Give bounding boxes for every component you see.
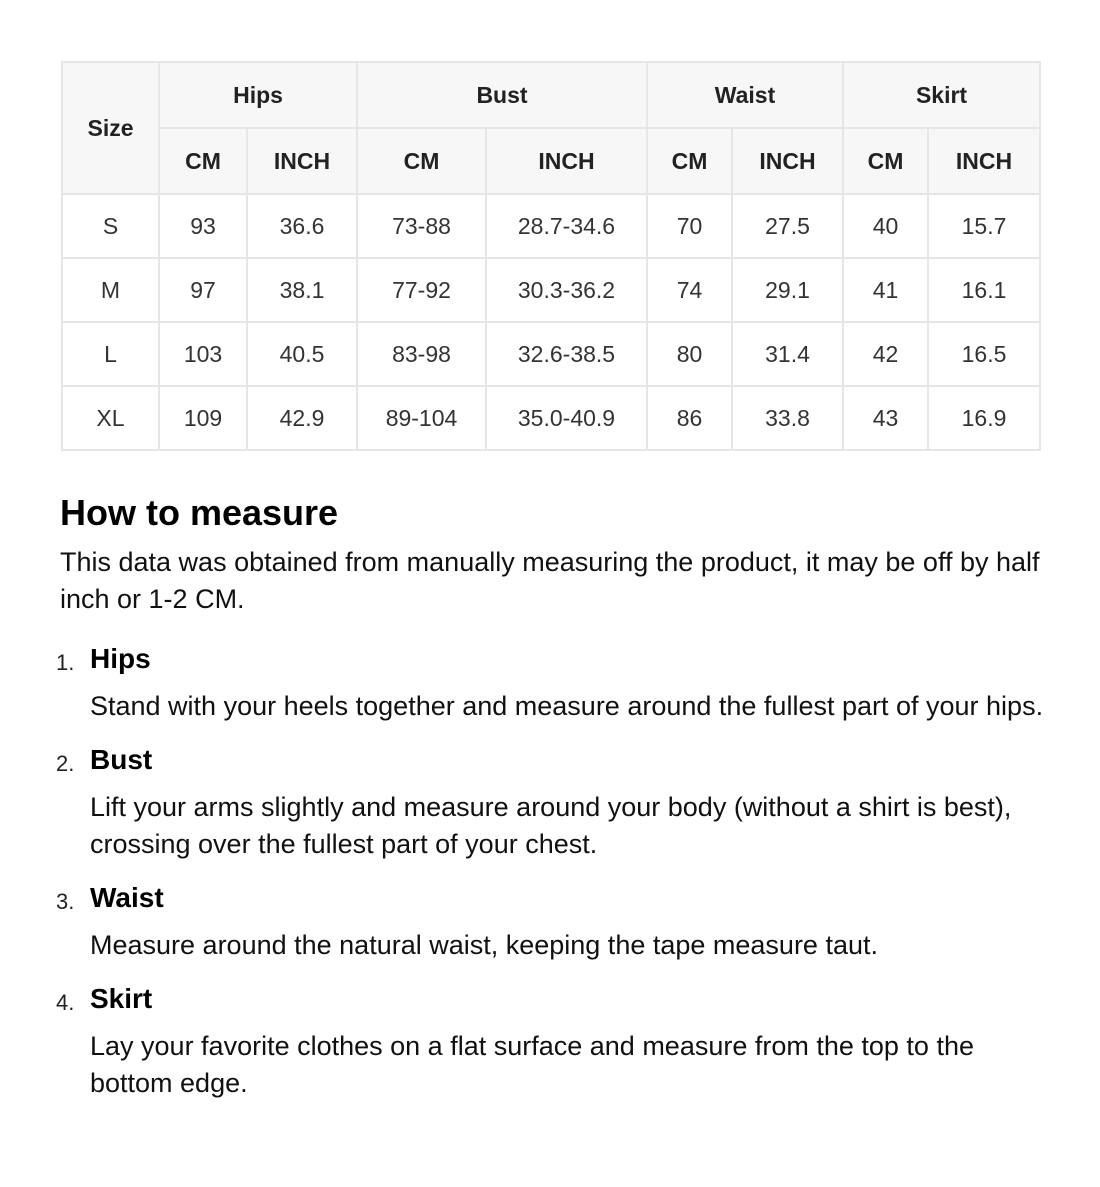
- step-description: Stand with your heels together and measure around the fullest part of your hips.: [90, 691, 1044, 721]
- list-item: [56, 880, 1045, 964]
- table-row: [62, 258, 1040, 322]
- unit-header: CM: [357, 128, 486, 194]
- table-cell: 33.8: [732, 386, 843, 450]
- header-group-row: [62, 62, 1040, 128]
- intro-text: This data was obtained from manually measuring the product, it may be off by half inch or 1-2 CM.: [60, 547, 1040, 614]
- table-cell: 41: [843, 258, 928, 322]
- step-description: Measure around the natural waist, keeping the tape measure taut.: [90, 930, 878, 960]
- section-title: How to measure: [60, 492, 339, 533]
- table-cell: 35.0-40.9: [486, 386, 647, 450]
- table-cell: 16.9: [928, 386, 1040, 450]
- step-title: Skirt: [90, 983, 153, 1014]
- table-cell: 97: [159, 258, 247, 322]
- table-cell: 80: [647, 322, 732, 386]
- table-cell: 31.4: [732, 322, 843, 386]
- size-cell: L: [62, 322, 159, 386]
- table-cell: 42: [843, 322, 928, 386]
- header-unit-row: [62, 128, 1040, 194]
- step-title: Hips: [90, 643, 151, 674]
- table-row: [62, 194, 1040, 258]
- table-cell: 70: [647, 194, 732, 258]
- table-cell: 89-104: [357, 386, 486, 450]
- table-cell: 16.5: [928, 322, 1040, 386]
- table-cell: 77-92: [357, 258, 486, 322]
- unit-header: INCH: [247, 128, 357, 194]
- unit-header: INCH: [928, 128, 1040, 194]
- unit-header: INCH: [486, 128, 647, 194]
- size-chart-table: [61, 61, 1041, 451]
- table-cell: 16.1: [928, 258, 1040, 322]
- step-title: Bust: [90, 744, 153, 775]
- table-row: [62, 322, 1040, 386]
- table-cell: 40: [843, 194, 928, 258]
- waist-header: Waist: [647, 62, 843, 128]
- step-description: Lift your arms slightly and measure around your body (without a shirt is best), crossing over the fullest part of your chest.: [90, 792, 1012, 859]
- table-cell: 103: [159, 322, 247, 386]
- table-cell: 73-88: [357, 194, 486, 258]
- table-cell: 109: [159, 386, 247, 450]
- step-description: Lay your favorite clothes on a flat surface and measure from the top to the bottom edge.: [90, 1031, 974, 1098]
- size-cell: XL: [62, 386, 159, 450]
- table-cell: 74: [647, 258, 732, 322]
- skirt-header: Skirt: [843, 62, 1040, 128]
- size-header: Size: [62, 62, 159, 194]
- unit-header: INCH: [732, 128, 843, 194]
- step-number: 1.: [56, 650, 75, 675]
- bust-header: Bust: [357, 62, 647, 128]
- table-cell: 27.5: [732, 194, 843, 258]
- table-cell: 38.1: [247, 258, 357, 322]
- list-item: [56, 742, 1045, 863]
- step-title: Waist: [90, 882, 164, 913]
- size-cell: M: [62, 258, 159, 322]
- table-cell: 36.6: [247, 194, 357, 258]
- unit-header: CM: [159, 128, 247, 194]
- list-item: [56, 981, 1045, 1102]
- table-cell: 30.3-36.2: [486, 258, 647, 322]
- table-row: [62, 386, 1040, 450]
- table-cell: 93: [159, 194, 247, 258]
- table-cell: 15.7: [928, 194, 1040, 258]
- measure-steps-list: [56, 641, 1045, 1102]
- size-cell: S: [62, 194, 159, 258]
- table-cell: 83-98: [357, 322, 486, 386]
- table-cell: 32.6-38.5: [486, 322, 647, 386]
- step-number: 3.: [56, 889, 75, 914]
- hips-header: Hips: [159, 62, 357, 128]
- unit-header: CM: [647, 128, 732, 194]
- list-item: [56, 641, 1045, 725]
- table-cell: 40.5: [247, 322, 357, 386]
- step-number: 2.: [56, 751, 75, 776]
- table-cell: 86: [647, 386, 732, 450]
- how-to-measure-section: [56, 490, 1045, 1119]
- table-cell: 28.7-34.6: [486, 194, 647, 258]
- unit-header: CM: [843, 128, 928, 194]
- table-cell: 42.9: [247, 386, 357, 450]
- step-number: 4.: [56, 990, 75, 1015]
- table-cell: 43: [843, 386, 928, 450]
- table-cell: 29.1: [732, 258, 843, 322]
